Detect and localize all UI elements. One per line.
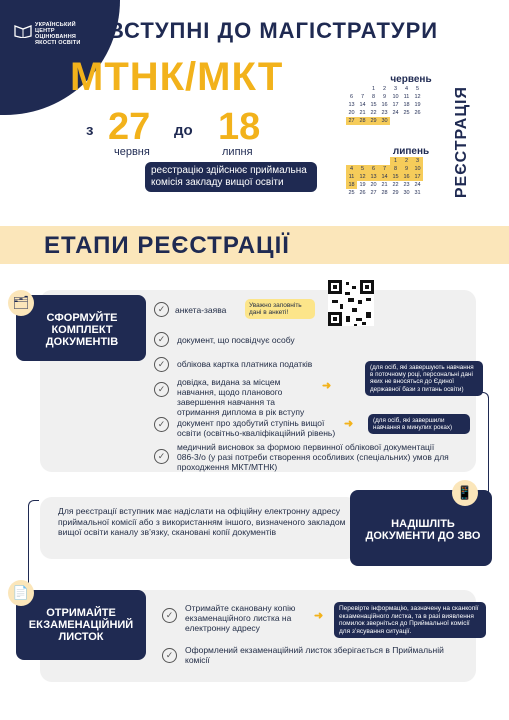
calendar-june: червень 1 2 3 4 5 6 7 8 9 10 11 12 13 14 15 16 17 18 19 20 21 22 23 24 25 26 27 28 29 30: [346, 74, 446, 125]
calendar-day: 23: [403, 182, 410, 188]
check-icon: ✓: [154, 417, 169, 432]
from-day: 27: [108, 106, 151, 148]
exam-name: МТНК/МКТ: [70, 55, 284, 99]
note-past-years: (для осіб, які завершили навчання в минулих роках): [368, 414, 470, 434]
calendar-day: [412, 117, 423, 125]
calendar-day: 14: [379, 173, 390, 181]
calendar-day: 5: [415, 86, 420, 92]
registration-vertical: РЕЄСТРАЦІЯ: [453, 86, 470, 199]
calendar-day: 19: [359, 182, 366, 188]
arrow-right-icon: ➜: [314, 610, 324, 622]
calendar-day: 1: [390, 157, 401, 165]
calendar-day: 17: [392, 102, 399, 108]
calendar-day: [357, 85, 368, 93]
calendar-day: 6: [368, 165, 379, 173]
calendar-day: 27: [346, 117, 357, 125]
documents-icon: 🗂: [8, 290, 34, 316]
check-icon: ✓: [154, 449, 169, 464]
calendar-day: [379, 157, 390, 165]
item-study-certificate: довідка, видана за місцем навчання, щодо планового завершення навчання та отримання диплома в рік вступу: [177, 377, 305, 417]
check-icon: ✓: [154, 382, 169, 397]
phone-icon: 📱: [452, 480, 478, 506]
calendar-day: 10: [412, 165, 423, 173]
calendar-day: 20: [370, 182, 377, 188]
calendar-day: 29: [392, 190, 399, 196]
calendar-day: 6: [349, 94, 354, 100]
calendar-day: [401, 117, 412, 125]
calendar-day: 16: [381, 102, 388, 108]
calendar-july: липень 1 2 3 4 5 6 7 8 9 10 11 12 13 14 15 16 17 18 19 20 21 22 23 24 25 26 27 28 29 30 31: [346, 146, 446, 197]
calendar-day: 21: [359, 110, 366, 116]
calendar-day: 13: [368, 173, 379, 181]
note-current-year: (для осіб, які завершують навчання в поточному році, персональні дані яких не вносяться до Єдиної державної бази з питань освіти): [365, 361, 483, 396]
check-icon: ✓: [154, 302, 169, 317]
calendar-day: 1: [371, 86, 376, 92]
step2-title: НАДІШЛІТЬ ДОКУМЕНТИ ДО ЗВО: [365, 518, 481, 542]
check-icon: ✓: [162, 648, 177, 663]
calendar-day: 24: [392, 110, 399, 116]
calendar-day: 28: [357, 117, 368, 125]
calendar-day: 26: [414, 110, 421, 116]
calendar-day: 30: [379, 117, 390, 125]
calendar-day: 3: [393, 86, 398, 92]
calendar-day: 28: [381, 190, 388, 196]
calendar-day: 14: [359, 102, 366, 108]
calendar-day: 26: [359, 190, 366, 196]
item-application: анкета-заява: [175, 305, 227, 315]
to-prefix: до: [174, 122, 193, 139]
calendar-day: 3: [412, 157, 423, 165]
calendar-day: 10: [392, 94, 399, 100]
calendar-day: 8: [371, 94, 376, 100]
calendar-day: 8: [390, 165, 401, 173]
warning-tag: Уважно заповніть дані в анкеті!: [245, 299, 315, 319]
calendar-day: 12: [357, 173, 368, 181]
calendar-day: 9: [382, 94, 387, 100]
calendar-day: 18: [403, 102, 410, 108]
page-title: ВСТУПНІ ДО МАГІСТРАТУРИ: [108, 18, 439, 43]
calendar-day: 12: [414, 94, 421, 100]
arrow-right-icon: ➜: [322, 380, 332, 392]
step3-note: Перевірте інформацію, зазначену на сканкопії екзаменаційного листка, та в разі виявлення помилок зверніться до Приймальної комісії для з’ясування ситуації.: [334, 602, 486, 638]
check-icon: ✓: [154, 332, 169, 347]
calendar-day: 7: [379, 165, 390, 173]
connector-line: [478, 392, 489, 502]
calendar-day: 19: [414, 102, 421, 108]
calendar-day: 15: [370, 102, 377, 108]
calendar-day: 25: [403, 110, 410, 116]
item-tax-card: облікова картка платника податків: [177, 359, 313, 369]
calendar-day: 4: [404, 86, 409, 92]
calendar-day: 22: [370, 110, 377, 116]
calendar-day: 30: [403, 190, 410, 196]
stages-title: ЕТАПИ РЕЄСТРАЦІЇ: [44, 232, 290, 259]
calendar-day: [357, 157, 368, 165]
step3-item-scan: Отримайте скановану копію екзаменаційного листка на електронну адресу: [185, 603, 296, 633]
check-icon: ✓: [154, 357, 169, 372]
connector-line: [28, 500, 39, 592]
calendar-day: 24: [414, 182, 421, 188]
to-month: липня: [222, 146, 253, 158]
calendar-day: 15: [390, 173, 401, 181]
calendar-day: [346, 85, 357, 93]
calendar-day: 18: [346, 181, 357, 189]
calendar-day: 23: [381, 110, 388, 116]
calendar-day: 27: [370, 190, 377, 196]
calendar-day: 11: [346, 173, 357, 181]
calendar-day: 4: [346, 165, 357, 173]
calendar-day: 16: [401, 173, 412, 181]
logo-text: УКРАЇНСЬКИЙ ЦЕНТР ОЦІНЮВАННЯ ЯКОСТІ ОСВІТИ: [35, 22, 81, 46]
calendar-day: [390, 117, 401, 125]
item-id-document: документ, що посвідчує особу: [177, 335, 295, 345]
book-logo-icon: [14, 24, 32, 38]
calendar-day: 11: [403, 94, 410, 100]
calendar-day: 13: [348, 102, 355, 108]
step2-text: Для реєстрації вступник має надіслати на офіційну електронну адресу приймальної комісії або з використанням іншого, визначеного закладом вищої освіти каналу зв’язку, скановані копії документів: [58, 506, 346, 537]
calendar-day: 31: [414, 190, 421, 196]
document-icon: 📄: [8, 580, 34, 606]
calendar-day: 2: [382, 86, 387, 92]
calendar-day: 7: [360, 94, 365, 100]
calendar-day: 25: [348, 190, 355, 196]
arrow-right-icon: ➜: [344, 418, 354, 430]
calendar-day: 5: [357, 165, 368, 173]
calendar-day: 17: [412, 173, 423, 181]
calendar-day: [368, 157, 379, 165]
calendar-day: 21: [381, 182, 388, 188]
registration-note: реєстрацію здійснює приймальна комісія закладу вищої освіти: [145, 162, 317, 192]
from-month: червня: [114, 146, 150, 158]
calendar-day: [346, 157, 357, 165]
calendar-day: 22: [392, 182, 399, 188]
step3-title: ОТРИМАЙТЕ ЕКЗАМЕНАЦІЙНИЙ ЛИСТОК: [28, 607, 134, 643]
step1-title: СФОРМУЙТЕ КОМПЛЕКТ ДОКУМЕНТІВ: [45, 312, 119, 348]
from-prefix: з: [86, 122, 94, 139]
calendar-day: 20: [348, 110, 355, 116]
calendar-day: 29: [368, 117, 379, 125]
calendar-day: 2: [401, 157, 412, 165]
item-medical: медичний висновок за формою первинної облікової документації 086-3/о (у разі потреби створення особливих (спеціальних) умов для проходження МКТ/МТНК): [177, 442, 449, 472]
item-diploma: документ про здобутий ступінь вищої освіти (освітньо-кваліфікаційний рівень): [177, 418, 336, 438]
step3-item-stored: Оформлений екзаменаційний листок зберігається в Приймальній комісії: [185, 645, 444, 665]
check-icon: ✓: [162, 608, 177, 623]
to-day: 18: [218, 106, 261, 148]
calendar-day: 9: [401, 165, 412, 173]
qr-code[interactable]: [328, 280, 374, 326]
